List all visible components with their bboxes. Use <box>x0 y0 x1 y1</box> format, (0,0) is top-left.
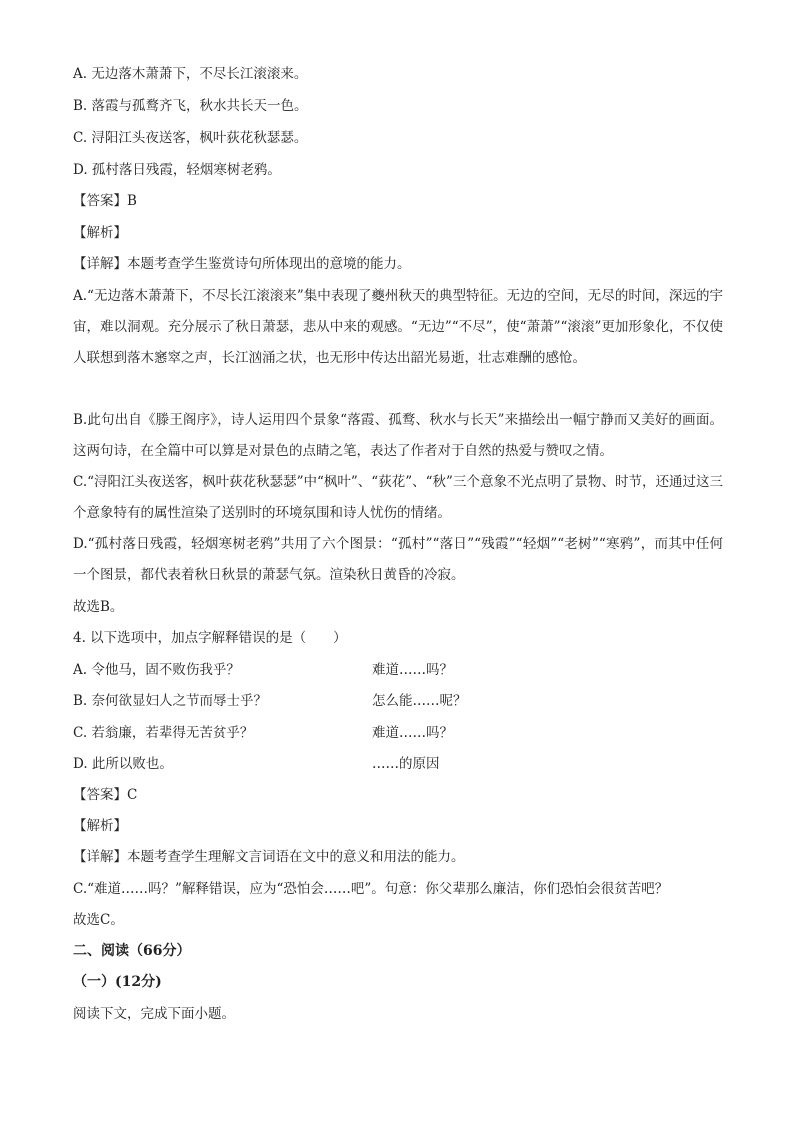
q3-explain-c: C.“浔阳江头夜送客，枫叶荻花秋瑟瑟”中“枫叶”、“荻花”、“秋”三个意象不光点明了景物、时节，还通过这三个意象特有的属性渲染了送别时的环境氛围和诗人忧伤的情绪。 <box>73 474 723 521</box>
q3-explain-d: D.“孤村落日残霞，轻烟寒树老鸦”共用了六个图景：“孤村”“落日”“残霞”“轻烟”“老树”“寒鸦”，而其中任何一个图景，都代表着秋日秋景的萧瑟气氛。渲染秋日黄昏的冷寂。 <box>73 536 723 583</box>
q4-stem: 4. 以下选项中，加点字解释错误的是（ ） <box>73 630 347 646</box>
q4-detail: 【详解】本题考查学生理解文言词语在文中的意义和用法的能力。 <box>73 849 465 865</box>
q4-option-a-meaning: 难道……吗？ <box>372 662 453 678</box>
q3-option-d: D. 孤村落日残霞，轻烟寒树老鸦。 <box>73 162 281 178</box>
section-title: 二、阅读（66分） <box>73 943 191 959</box>
q3-explain-a: A.“无边落木萧萧下，不尽长江滚滚来”集中表现了夔州秋天的典型特征。无边的空间，无尽的时间，深远的宇宙，难以洞观。充分展示了秋日萧瑟，悲从中来的观感。“无边”“不尽”，使“萧萧”“滚滚”更加形象化，不仅使人联想到落木窸窣之声，长江汹涌之状，也无形中传达出韶光易逝，壮志难酬的感怆。 <box>73 288 723 366</box>
q3-detail: 【详解】本题考查学生鉴赏诗句所体现出的意境的能力。 <box>73 256 411 272</box>
q4-conclusion: 故选C。 <box>73 912 124 928</box>
q3-option-a: A. 无边落木萧萧下，不尽长江滚滚来。 <box>73 66 308 82</box>
q4-explain: C.“难道……吗？”解释错误，应为“恐怕会……吧”。句意：你父辈那么廉洁，你们恐怕会很贫苦吧？ <box>73 881 669 897</box>
q4-option-d-meaning: ……的原因 <box>372 756 440 772</box>
q3-conclusion: 故选B。 <box>73 599 124 615</box>
q4-option-c-meaning: 难道……吗？ <box>372 725 453 741</box>
q3-analysis-label: 【解析】 <box>73 225 127 241</box>
q4-answer: 【答案】C <box>73 787 138 803</box>
section-instruction: 阅读下文，完成下面小题。 <box>73 1006 235 1022</box>
q3-option-c: C. 浔阳江头夜送客，枫叶荻花秋瑟瑟。 <box>73 130 308 146</box>
q3-answer: 【答案】B <box>73 193 137 209</box>
q3-explain-b: B.此句出自《滕王阁序》，诗人运用四个景象“落霞、孤鹜、秋水与长天”来描绘出一幅宁静而又美好的画面。这两句诗，在全篇中可以算是对景色的点睛之笔，表达了作者对于自然的热爱与赞叹之情。 <box>73 412 723 459</box>
q4-option-b-meaning: 怎么能……呢？ <box>372 693 467 709</box>
q4-option-c: C. 若翁廉，若辈得无苦贫乎？ <box>73 725 254 741</box>
q3-option-b: B. 落霞与孤鹜齐飞，秋水共长天一色。 <box>73 98 308 114</box>
section-subtitle: （一）(12分) <box>73 974 162 990</box>
q4-option-d: D. 此所以败也。 <box>73 756 173 772</box>
q4-analysis-label: 【解析】 <box>73 818 127 834</box>
q4-option-a: A. 令他马，固不败伤我乎？ <box>73 662 240 678</box>
q4-option-b: B. 奈何欲显妇人之节而辱士乎？ <box>73 693 268 709</box>
